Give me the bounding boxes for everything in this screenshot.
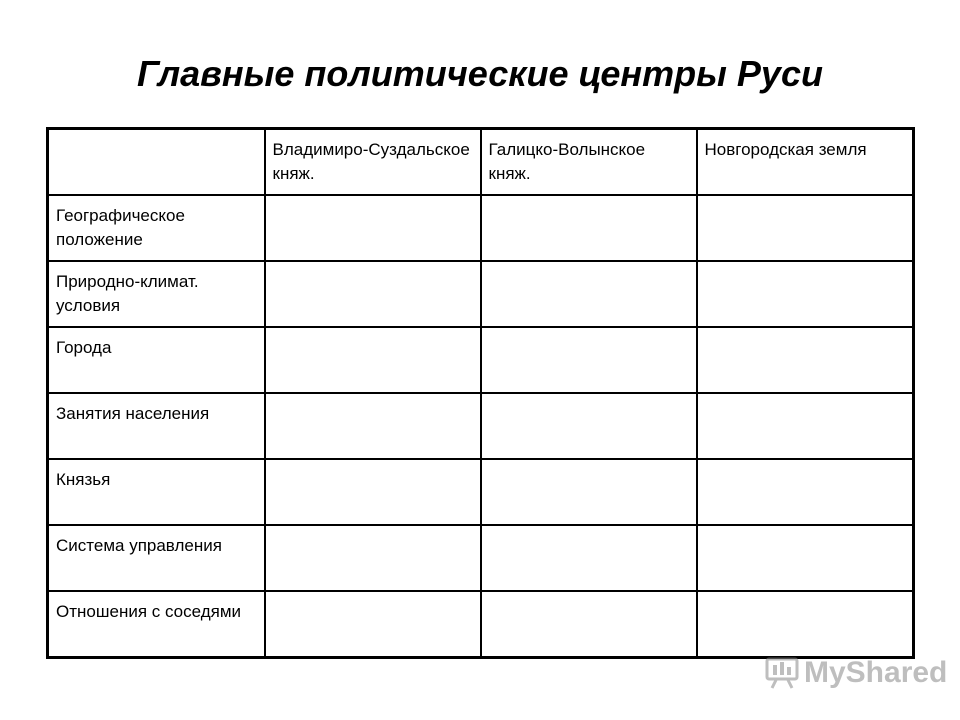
table-corner-cell	[48, 129, 265, 196]
table-cell	[481, 261, 697, 327]
watermark	[764, 652, 948, 694]
row-header: Князья	[48, 459, 265, 525]
table-row	[48, 195, 914, 261]
presentation-board-icon	[764, 655, 800, 691]
table-cell	[265, 327, 481, 393]
table-cell	[265, 591, 481, 658]
row-header: Система управления	[48, 525, 265, 591]
table-cell	[481, 525, 697, 591]
table-cell	[697, 195, 914, 261]
page-title: Главные политические центры Руси	[137, 53, 823, 94]
table-cell	[265, 393, 481, 459]
table-cell	[265, 195, 481, 261]
table-row	[48, 525, 914, 591]
table-cell	[265, 459, 481, 525]
table-cell	[481, 591, 697, 658]
row-header: Города	[48, 327, 265, 393]
table-row	[48, 393, 914, 459]
column-header: Владимиро-Суздальское княж.	[265, 129, 481, 196]
watermark-text: MyShared	[804, 656, 948, 689]
table-cell	[481, 459, 697, 525]
table-cell	[697, 459, 914, 525]
table-row	[48, 261, 914, 327]
table-cell	[697, 525, 914, 591]
table-cell	[265, 525, 481, 591]
table-cell	[481, 195, 697, 261]
table-row	[48, 459, 914, 525]
table-cell	[481, 393, 697, 459]
row-header: Отношения с соседями	[48, 591, 265, 658]
table-row	[48, 327, 914, 393]
table-cell	[481, 327, 697, 393]
table-cell	[697, 327, 914, 393]
table-row	[48, 591, 914, 658]
table-cell	[697, 591, 914, 658]
table-cell	[697, 393, 914, 459]
row-header: Природно-климат. условия	[48, 261, 265, 327]
table-cell	[697, 261, 914, 327]
table-cell	[265, 261, 481, 327]
column-header: Новгородская земля	[697, 129, 914, 196]
row-header: Географическое положение	[48, 195, 265, 261]
table-header-row	[48, 129, 914, 196]
comparison-table	[46, 127, 915, 659]
column-header: Галицко-Волынское княж.	[481, 129, 697, 196]
row-header: Занятия населения	[48, 393, 265, 459]
